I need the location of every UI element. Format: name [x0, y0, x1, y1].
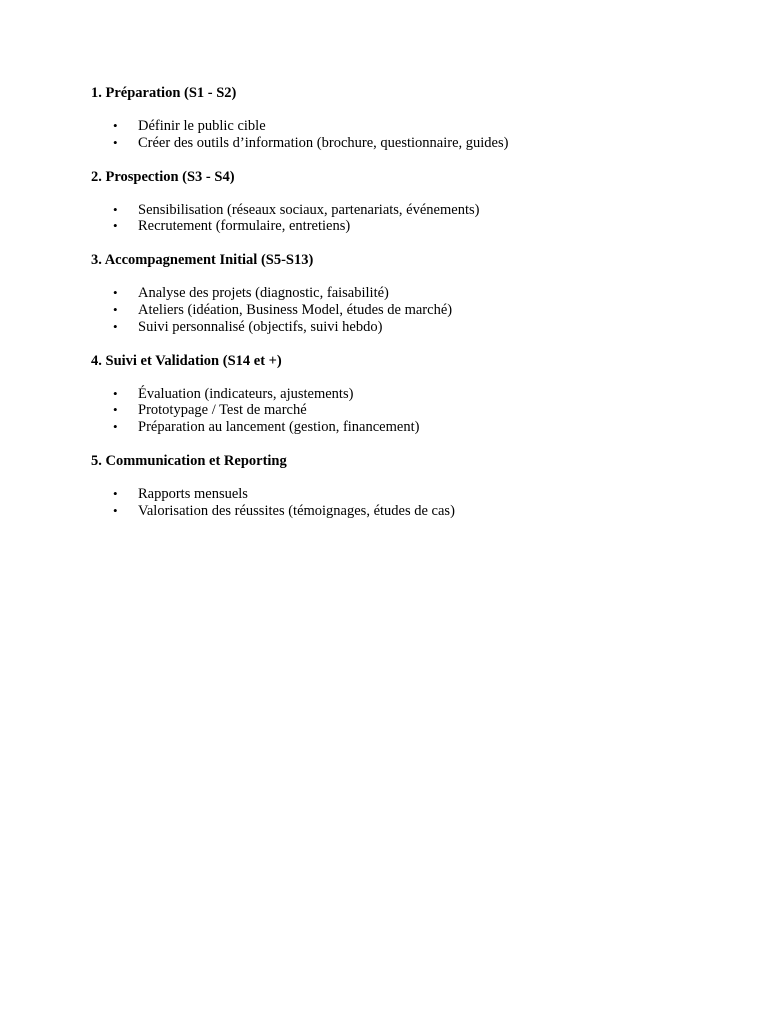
- bullet-icon: •: [113, 134, 118, 150]
- document-page: [91, 85, 711, 537]
- bullet-list: [91, 118, 711, 152]
- list-item-text: Ateliers (idéation, Business Model, études de marché): [138, 301, 453, 318]
- list-item-text: Analyse des projets (diagnostic, faisabilité): [138, 285, 389, 302]
- list-item: [91, 486, 711, 503]
- bullet-icon: •: [113, 419, 118, 435]
- section-preparation: [91, 85, 711, 152]
- section-title: 4. Suivi et Validation (S14 et +): [91, 352, 282, 369]
- bullet-icon: •: [113, 385, 118, 401]
- list-item: [91, 135, 711, 152]
- bullet-list: [91, 285, 711, 335]
- list-item-text: Prototypage / Test de marché: [138, 402, 307, 419]
- bullet-list: [91, 386, 711, 436]
- list-item-text: Créer des outils d’information (brochure, questionnaire, guides): [138, 134, 509, 151]
- bullet-list: [91, 486, 711, 520]
- bullet-list: [91, 202, 711, 236]
- section-title: 2. Prospection (S3 - S4): [91, 168, 235, 185]
- list-item-text: Suivi personnalisé (objectifs, suivi hebdo): [138, 318, 383, 335]
- section-title: 1. Préparation (S1 - S2): [91, 85, 237, 101]
- list-item: [91, 419, 711, 436]
- list-item: [91, 503, 711, 520]
- section-suivi-validation: [91, 353, 711, 436]
- bullet-icon: •: [113, 218, 118, 234]
- list-item: [91, 319, 711, 336]
- list-item-text: Recrutement (formulaire, entretiens): [138, 218, 351, 235]
- section-title: 3. Accompagnement Initial (S5-S13): [91, 252, 314, 269]
- bullet-icon: •: [113, 201, 118, 217]
- list-item: [91, 218, 711, 235]
- list-item: [91, 402, 711, 419]
- bullet-icon: •: [113, 118, 118, 133]
- section-title: 5. Communication et Reporting: [91, 452, 287, 469]
- bullet-icon: •: [113, 502, 118, 518]
- list-item: [91, 285, 711, 302]
- list-item: [91, 386, 711, 403]
- list-item-text: Préparation au lancement (gestion, financement): [138, 419, 420, 436]
- list-item: [91, 118, 711, 135]
- list-item-text: Rapports mensuels: [138, 485, 248, 502]
- bullet-icon: •: [113, 285, 118, 301]
- list-item: [91, 202, 711, 219]
- list-item-text: Valorisation des réussites (témoignages, études de cas): [138, 502, 455, 519]
- section-accompagnement: [91, 252, 711, 335]
- section-prospection: [91, 169, 711, 236]
- list-item-text: Évaluation (indicateurs, ajustements): [138, 385, 354, 402]
- list-item-text: Sensibilisation (réseaux sociaux, partenariats, événements): [138, 201, 480, 218]
- list-item: [91, 302, 711, 319]
- bullet-icon: •: [113, 301, 118, 317]
- bullet-icon: •: [113, 485, 118, 501]
- list-item-text: Définir le public cible: [138, 118, 266, 134]
- section-communication: [91, 453, 711, 520]
- bullet-icon: •: [113, 318, 118, 334]
- bullet-icon: •: [113, 402, 118, 418]
